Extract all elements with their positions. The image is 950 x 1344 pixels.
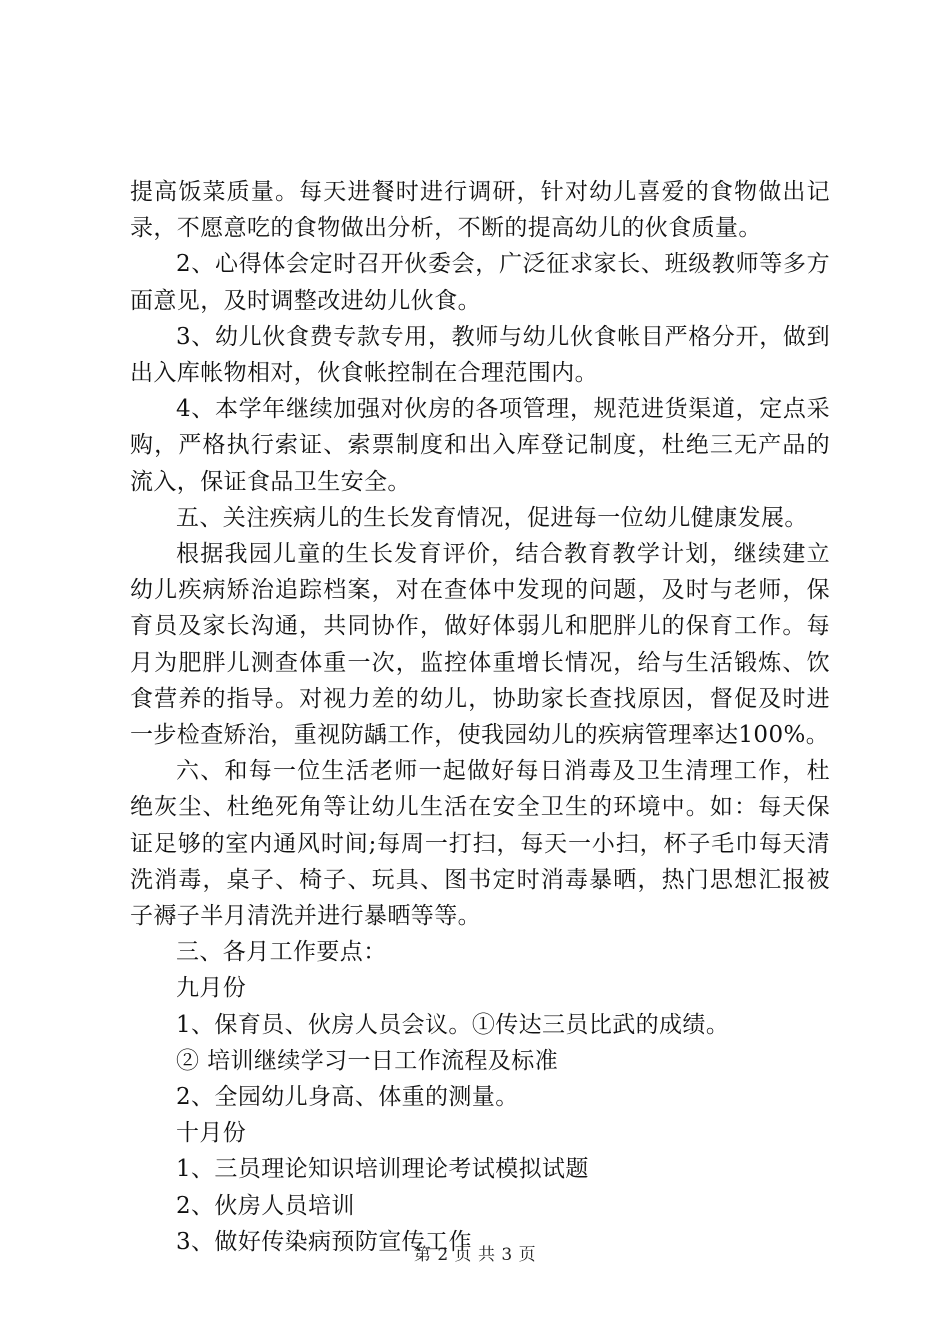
list-item: 1、三员理论知识培训理论考试模拟试题	[176, 1156, 589, 1183]
list-item: 2、伙房人员培训	[176, 1192, 355, 1219]
paragraph-kitchen-management: 4、本学年继续加强对伙房的各项管理，规范进货渠道，定点采购，严格执行索证、索票制度和出入库登记制度，杜绝三无产品的流入，保证食品卫生安全。	[130, 396, 830, 495]
document-body	[130, 174, 830, 1260]
paragraph-disinfection: 六、和每一位生活老师一起做好每日消毒及卫生清理工作，杜绝灰尘、杜绝死角等让幼儿生活在安全卫生的环境中。如：每天保证足够的室内通风时间;每周一打扫，每天一小扫，杯子毛巾每天清洗消毒，桌子、椅子、玩具、图书定时消毒暴晒，热门思想汇报被子褥子半月清洗并进行暴晒等等。	[130, 758, 830, 930]
section-heading-illness-care: 五、关注疾病儿的生长发育情况，促进每一位幼儿健康发展。	[176, 504, 808, 531]
paragraph-meal-fee: 3、幼儿伙食费专款专用，教师与幼儿伙食帐目严格分开，做到出入库帐物相对，伙食帐控制在合理范围内。	[130, 323, 830, 387]
paragraph-growth-evaluation: 根据我园儿童的生长发育评价，结合教育教学计划，继续建立幼儿疾病矫治追踪档案，对在查体中发现的问题，及时与老师，保育员及家长沟通，共同协作，做好体弱儿和肥胖儿的保育工作。每月为肥胖儿测查体重一次，监控体重增长情况，给与生活锻炼、饮食营养的指导。对视力差的幼儿，协助家长查找原因，督促及时进一步检查矫治，重视防龋工作，使我园幼儿的疾病管理率达100%。	[130, 541, 830, 749]
month-heading-october: 十月份	[176, 1120, 247, 1147]
section-heading-monthly-points: 三、各月工作要点：	[176, 939, 387, 966]
month-heading-september: 九月份	[176, 975, 247, 1002]
page-number-footer: 第 2 页 共 3 页	[413, 1245, 537, 1265]
list-item: 1、保育员、伙房人员会议。①传达三员比武的成绩。	[176, 1011, 730, 1038]
list-item: 3、做好传染病预防宣传工作	[176, 1228, 472, 1255]
paragraph-committee-meeting: 2、心得体会定时召开伙委会，广泛征求家长、班级教师等多方面意见，及时调整改进幼儿伙食。	[130, 251, 830, 314]
list-item: ② 培训继续学习一日工作流程及标准	[176, 1047, 559, 1074]
paragraph-meal-quality: 提高饭菜质量。每天进餐时进行调研，针对幼儿喜爱的食物做出记录，不愿意吃的食物做出分析，不断的提高幼儿的伙食质量。	[130, 179, 830, 242]
list-item: 2、全园幼儿身高、体重的测量。	[176, 1084, 519, 1111]
